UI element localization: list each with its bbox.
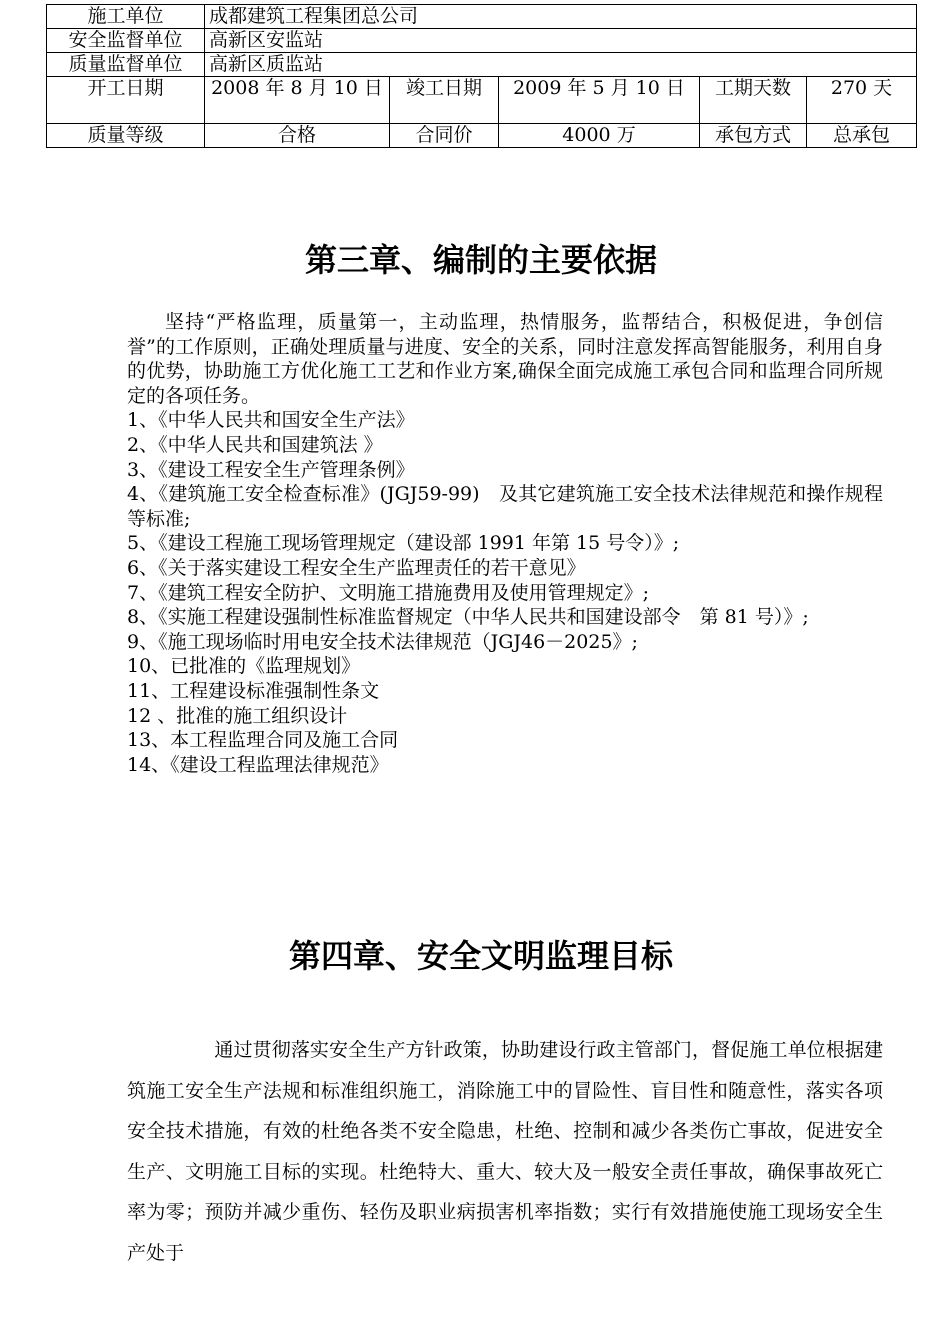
chapter-4-body	[127, 1030, 883, 1273]
list-item: 13、本工程监理合同及施工合同	[127, 729, 399, 752]
table-row	[47, 53, 917, 77]
list-item: 14、《建设工程监理法律规范》	[127, 753, 389, 776]
list-item: 7、《建筑工程安全防护、文明施工措施费用及使用管理规定》;	[127, 581, 649, 604]
table-row	[47, 124, 917, 148]
construction-unit-label: 施工单位	[47, 5, 205, 29]
start-date-label: 开工日期	[47, 77, 205, 124]
list-item: 4、《建筑施工安全检查标准》(JGJ59-99) 及其它建筑施工安全技术法律规范和操作规程等标准;	[127, 483, 883, 530]
start-date-value: 2008 年 8 月 10 日	[205, 77, 390, 124]
duration-value: 270 天	[807, 77, 917, 124]
completion-date-value: 2009 年 5 月 10 日	[499, 77, 700, 124]
chapter-3-body	[127, 310, 883, 777]
contract-price-value: 4000 万	[499, 124, 700, 148]
list-item: 3、《建设工程安全生产管理条例》	[127, 458, 415, 481]
list-item: 2、《中华人民共和国建筑法 》	[127, 433, 383, 456]
chapter-4-paragraph: 通过贯彻落实安全生产方针政策，协助建设行政主管部门，督促施工单位根据建筑施工安全生产法规和标准组织施工，消除施工中的冒险性、盲目性和随意性，落实各项安全技术措施，有效的杜绝各类不安全隐患，杜绝、控制和减少各类伤亡事故，促进安全生产、文明施工目标的实现。杜绝特大、重大、较大及一般安全责任事故，确保事故死亡率为零；预防并减少重伤、轻伤及职业病损害机率指数；实行有效措施使施工现场安全生产处于	[127, 1039, 883, 1264]
contract-price-label: 合同价	[390, 124, 499, 148]
list-item: 9、《施工现场临时用电安全技术法律规范（JGJ46－2025》;	[127, 630, 638, 653]
list-item: 12 、批准的施工组织设计	[127, 704, 348, 727]
list-item: 5、《建设工程施工现场管理规定（建设部 1991 年第 15 号令）》;	[127, 532, 680, 555]
list-item: 6、《关于落实建设工程安全生产监理责任的若干意见》	[127, 556, 586, 579]
safety-supervision-value: 高新区安监站	[205, 29, 917, 53]
chapter-3-title: 第三章、编制的主要依据	[304, 241, 657, 279]
quality-supervision-value: 高新区质监站	[205, 53, 917, 77]
quality-supervision-label: 质量监督单位	[47, 53, 205, 77]
list-item: 8、《实施工程建设强制性标准监督规定（中华人民共和国建设部令 第 81 号）》;	[127, 606, 809, 629]
contract-mode-value: 总承包	[807, 124, 917, 148]
construction-unit-value: 成都建筑工程集团总公司	[205, 5, 917, 29]
basis-list	[127, 408, 883, 777]
completion-date-label: 竣工日期	[390, 77, 499, 124]
table-row	[47, 29, 917, 53]
project-info-table	[46, 4, 917, 148]
list-item: 11、工程建设标准强制性条文	[127, 679, 380, 702]
quality-grade-value: 合格	[205, 124, 390, 148]
table-row	[47, 5, 917, 29]
quality-grade-label: 质量等级	[47, 124, 205, 148]
table-row	[47, 77, 917, 124]
list-item: 10、已批准的《监理规划》	[127, 655, 361, 678]
chapter-4-title: 第四章、安全文明监理目标	[288, 937, 673, 975]
chapter-3-intro: 坚持“严格监理，质量第一，主动监理，热情服务，监帮结合，积极促进，争创信誉”的工作原则，正确处理质量与进度、安全的关系，同时注意发挥高智能服务，利用自身的优势，协助施工方优化施工工艺和作业方案,确保全面完成施工承包合同和监理合同所规定的各项任务。	[127, 311, 883, 407]
duration-label: 工期天数	[700, 77, 807, 124]
list-item: 1、《中华人民共和国安全生产法》	[127, 409, 415, 432]
contract-mode-label: 承包方式	[700, 124, 807, 148]
safety-supervision-label: 安全监督单位	[47, 29, 205, 53]
